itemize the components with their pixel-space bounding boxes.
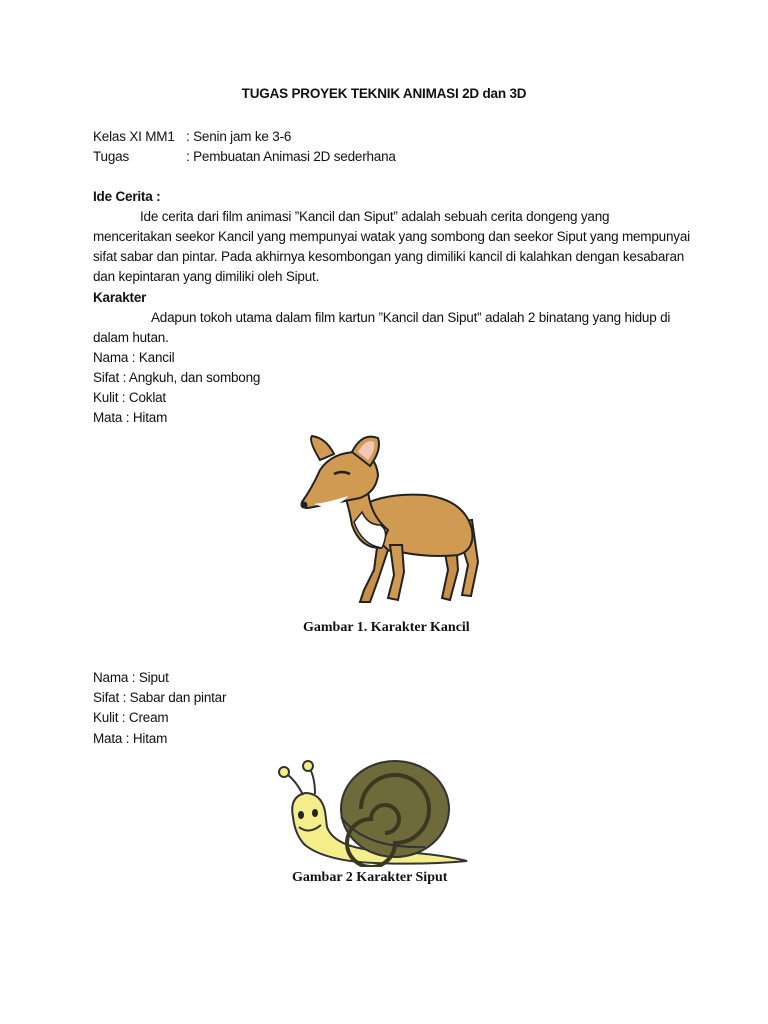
kancil-sifat: Sifat : Angkuh, dan sombong [93, 370, 261, 385]
meta-row-kelas [93, 127, 292, 147]
ide-heading: Ide Cerita : [93, 189, 161, 204]
ide-paragraph-line: dan kepintaran yang dimiliki oleh Siput. [93, 269, 320, 284]
kancil-nama: Nama : Kancil [93, 350, 175, 365]
kancil-caption: Gambar 1. Karakter Kancil [303, 620, 470, 635]
siput-sifat: Sifat : Sabar dan pintar [93, 690, 227, 705]
document-title: TUGAS PROYEK TEKNIK ANIMASI 2D dan 3D [241, 86, 527, 101]
kancil-illustration [290, 430, 490, 610]
karakter-paragraph-line: dalam hutan. [93, 330, 169, 345]
karakter-paragraph-line: Adapun tokoh utama dalam film kartun ”Kancil dan Siput” adalah 2 binatang yang hidup di [151, 310, 671, 325]
meta-value: : Senin jam ke 3-6 [186, 129, 292, 144]
siput-caption: Gambar 2 Karakter Siput [292, 870, 448, 885]
kancil-mata: Mata : Hitam [93, 410, 168, 425]
ide-paragraph-line: menceritakan seekor Kancil yang mempunyai watak yang sombong dan seekor Siput yang mempunyai [93, 229, 690, 244]
siput-nama: Nama : Siput [93, 670, 169, 685]
siput-illustration [275, 757, 475, 867]
siput-mata: Mata : Hitam [93, 731, 168, 746]
ide-paragraph-line: sifat sabar dan pintar. Pada akhirnya kesombongan yang dimiliki kancil di kalahkan dengan kesabaran [93, 249, 685, 264]
meta-value: : Pembuatan Animasi 2D sederhana [186, 149, 396, 164]
siput-kulit: Kulit : Cream [93, 710, 169, 725]
meta-label: Tugas [93, 149, 130, 164]
kancil-kulit: Kulit : Coklat [93, 390, 166, 405]
meta-label: Kelas XI MM1 [93, 129, 175, 144]
meta-row-tugas [93, 147, 396, 167]
ide-paragraph-line: Ide cerita dari film animasi ”Kancil dan Siput” adalah sebuah cerita dongeng yang [140, 209, 610, 224]
karakter-heading: Karakter [93, 290, 147, 305]
